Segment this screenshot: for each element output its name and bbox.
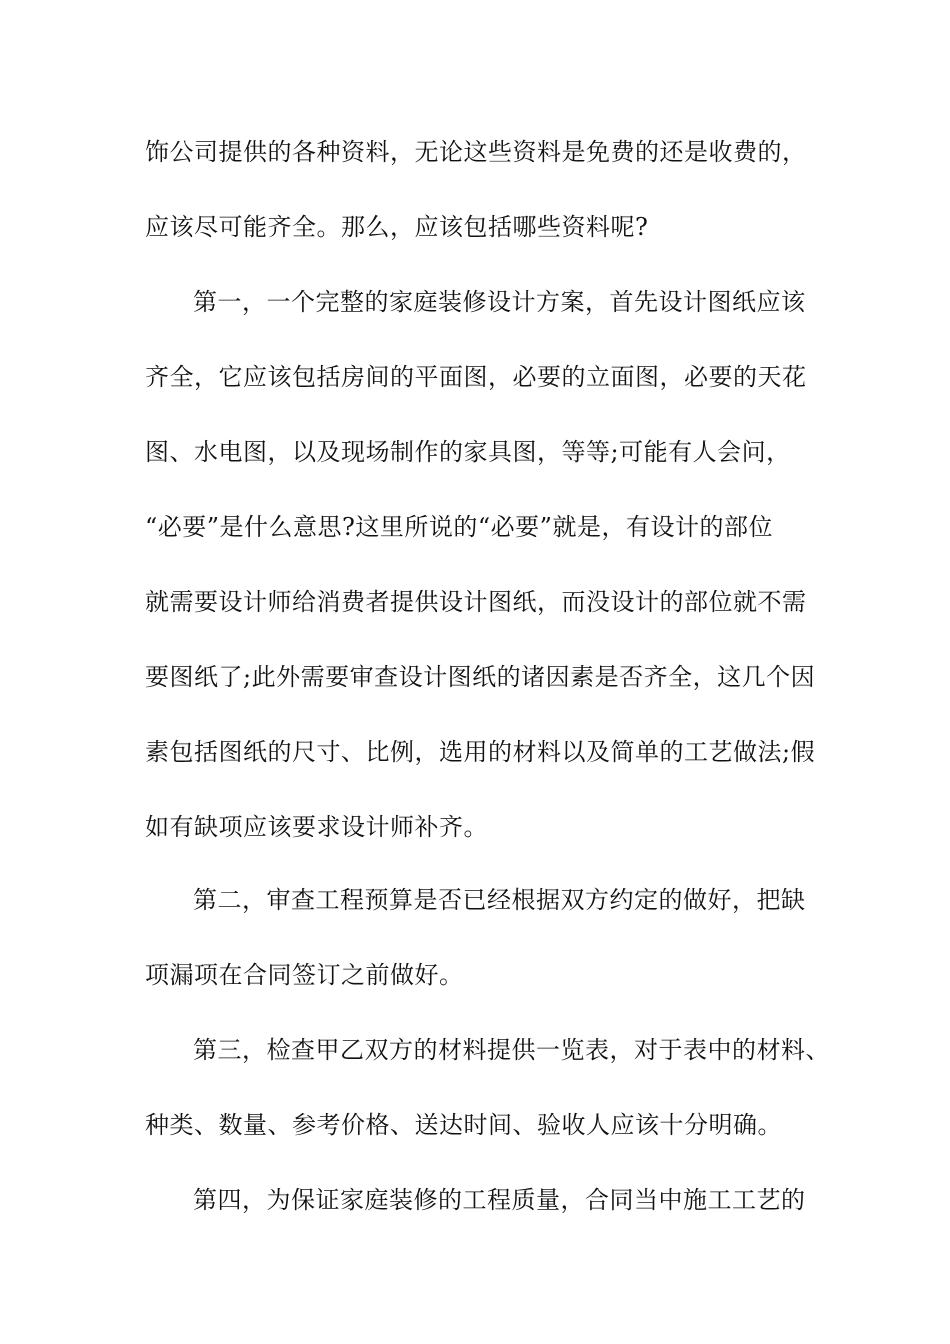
text-line: 应该尽可能齐全。那么，应该包括哪些资料呢? (145, 213, 649, 241)
text-line: 如有缺项应该要求设计师补齐。 (145, 813, 488, 841)
text-line: “必要”是什么意思?这里所说的“必要”就是，有设计的部位 (145, 513, 773, 541)
text-line: 就需要设计师给消费者提供设计图纸，而没设计的部位就不需 (145, 588, 807, 616)
text-line: 项漏项在合同签订之前做好。 (145, 961, 464, 989)
text-line: 图、水电图，以及现场制作的家具图，等等;可能有人会问， (145, 438, 791, 466)
text-line: 要图纸了;此外需要审查设计图纸的诸因素是否齐全，这几个因 (145, 663, 816, 691)
paragraph-first-line: 第一，一个完整的家庭装修设计方案，首先设计图纸应该 (193, 288, 806, 316)
text-line: 素包括图纸的尺寸、比例，选用的材料以及简单的工艺做法;假 (145, 738, 816, 766)
paragraph-first-line: 第三，检查甲乙双方的材料提供一览表，对于表中的材料、 (193, 1036, 830, 1064)
paragraph-first-line: 第四，为保证家庭装修的工程质量，合同当中施工工艺的 (193, 1186, 806, 1214)
paragraph-first-line: 第二，审查工程预算是否已经根据双方约定的做好，把缺 (193, 886, 806, 914)
text-line: 饰公司提供的各种资料，无论这些资料是免费的还是收费的， (145, 138, 807, 166)
text-line: 种类、数量、参考价格、送达时间、验收人应该十分明确。 (145, 1111, 782, 1139)
text-line: 齐全，它应该包括房间的平面图，必要的立面图，必要的天花 (145, 363, 807, 391)
